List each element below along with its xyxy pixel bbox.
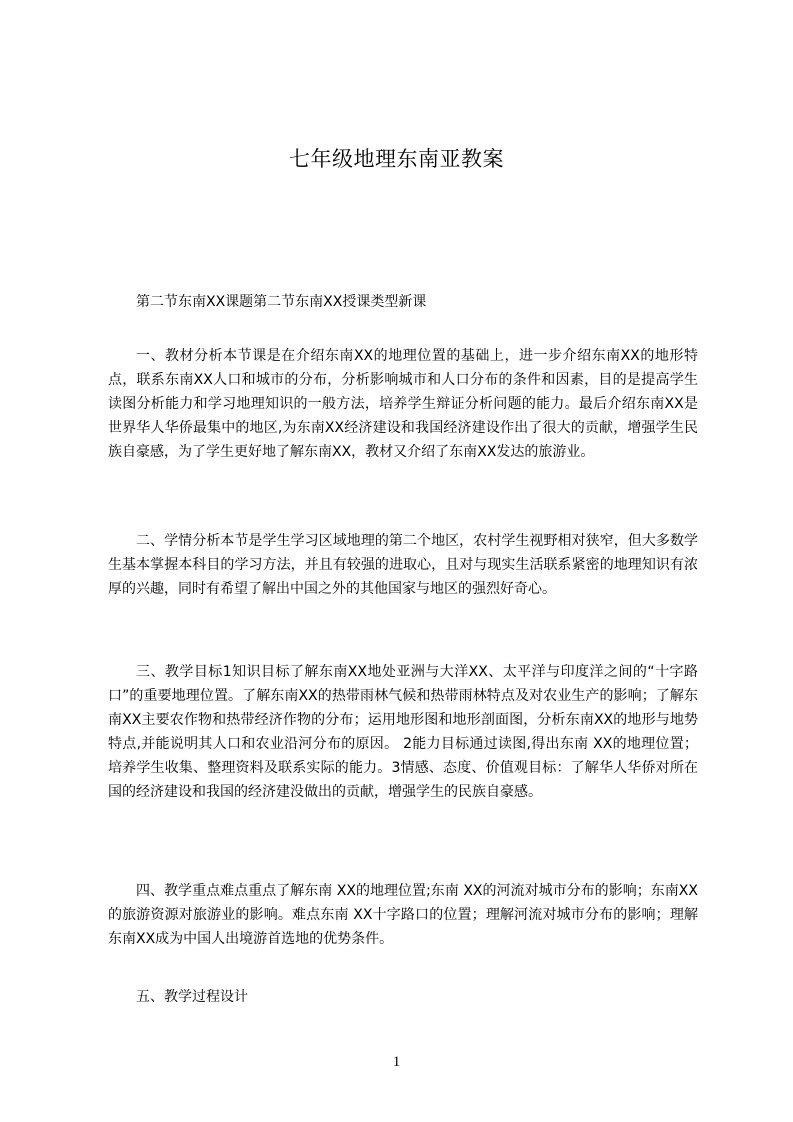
section-student-analysis: 二、学情分析本节是学生学习区域地理的第二个地区，农村学生视野相对狭窄，但大多数学生基本掌握本科目的学习方法，并且有较强的进取心，且对与现实生活联系紧密的地理知识有浓厚的兴趣，同时有希望了解出中国之外的其他国家与地区的强烈好奇心。 <box>108 533 698 597</box>
page-number: 1 <box>392 1054 401 1070</box>
section-key-points: 四、教学重点难点重点了解东南 XX的地理位置;东南 XX的河流对城市分布的影响；东南XX的旅游资源对旅游业的影响。难点东南 XX十字路口的位置；理解河流对城市分布的影响；理解东南XX成为中国人出境游首选地的优势条件。 <box>108 883 698 947</box>
section-teaching-objectives: 三、教学目标1知识目标了解东南XX地处亚洲与大洋XX、太平洋与印度洋之间的“十字路口”的重要地理位置。了解东南XX的热带雨林气候和热带雨林特点及对农业生产的影响；了解东南XX主要农作物和热带经济作物的分布；运用地形图和地形剖面图，分析东南XX的地形与地势特点,并能说明其人口和农业沿河分布的原因。 2能力目标通过读图,得出东南 XX的地理位置；培养学生收集、整理资料及联系实际的能力。3情感、态度、价值观目标：了解华人华侨对所在国的经济建设和我国的经济建没做出的贡献，增强学生的民族自豪感。 <box>108 664 698 800</box>
lesson-header-line: 第二节东南XX课题第二节东南XX授课类型新课 <box>136 294 427 310</box>
section-process-heading: 五、教学过程设计 <box>136 989 248 1005</box>
document-title: 七年级地理东南亚教案 <box>289 147 504 171</box>
section-textbook-analysis: 一、教材分析本节课是在介绍东南XX的地理位置的基础上，进一步介绍东南XX的地形特点，联系东南XX人口和城市的分布，分析影响城市和人口分布的条件和因素，目的是提高学生读图分析能力和学习地理知识的一般方法，培养学生辩证分析问题的能力。最后介绍东南XX是世界华人华侨最集中的地区,为东南XX经济建设和我国经济建设作出了很大的贡献，增强学生民族自豪感，为了学生更好地了解东南XX，教材又介绍了东南XX发达的旅游业。 <box>108 348 698 460</box>
